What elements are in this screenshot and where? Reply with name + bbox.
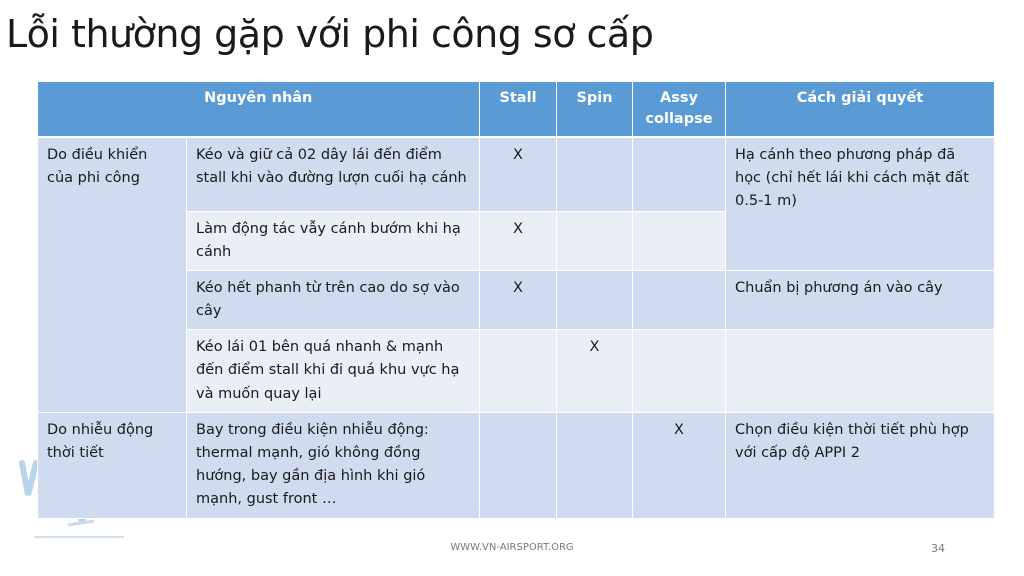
header-nguyen-nhan: Nguyên nhân — [38, 82, 480, 137]
row-description: Kéo và giữ cả 02 dây lái đến điểm stall khi vào đường lượn cuối hạ cánh — [187, 137, 480, 211]
group-label: Do điều khiển của phi công — [38, 137, 187, 412]
table-row — [38, 412, 995, 518]
header-stall: Stall — [480, 82, 557, 137]
slide-title: Lỗi thường gặp với phi công sơ cấp — [6, 12, 654, 56]
group-label: Do nhiễu động thời tiết — [38, 412, 187, 518]
solution-cell: Hạ cánh theo phương pháp đã học (chỉ hết lái khi cách mặt đất 0.5-1 m) — [726, 137, 995, 270]
stall-mark: X — [480, 137, 557, 211]
header-cach-giai-quyet: Cách giải quyết — [726, 82, 995, 137]
solution-cell — [726, 330, 995, 413]
assy-mark — [633, 270, 726, 329]
stall-mark: X — [480, 270, 557, 329]
page-number: 34 — [931, 542, 945, 555]
stall-mark — [480, 412, 557, 518]
stall-mark — [480, 330, 557, 413]
assy-mark — [633, 137, 726, 211]
footer-website: WWW.VN-AIRSPORT.ORG — [450, 542, 574, 553]
row-description: Kéo hết phanh từ trên cao do sợ vào cây — [187, 270, 480, 329]
assy-mark — [633, 330, 726, 413]
spin-mark — [557, 270, 633, 329]
table-header-row — [38, 82, 995, 137]
row-description: Bay trong điều kiện nhiễu động: thermal mạnh, gió không đồng hướng, bay gần địa hình khi gió mạnh, gust front … — [187, 412, 480, 518]
table-row — [38, 137, 995, 211]
assy-mark: X — [633, 412, 726, 518]
assy-mark — [633, 211, 726, 270]
row-description: Kéo lái 01 bên quá nhanh & mạnh đến điểm stall khi đi quá khu vực hạ và muốn quay lại — [187, 330, 480, 413]
spin-mark — [557, 412, 633, 518]
errors-table — [37, 82, 995, 519]
row-description: Làm động tác vẫy cánh bướm khi hạ cánh — [187, 211, 480, 270]
header-assy-collapse: Assy collapse — [633, 82, 726, 137]
stall-mark: X — [480, 211, 557, 270]
solution-cell: Chuẩn bị phương án vào cây — [726, 270, 995, 329]
spin-mark: X — [557, 330, 633, 413]
spin-mark — [557, 137, 633, 211]
solution-cell: Chọn điều kiện thời tiết phù hợp với cấp độ APPI 2 — [726, 412, 995, 518]
header-spin: Spin — [557, 82, 633, 137]
spin-mark — [557, 211, 633, 270]
